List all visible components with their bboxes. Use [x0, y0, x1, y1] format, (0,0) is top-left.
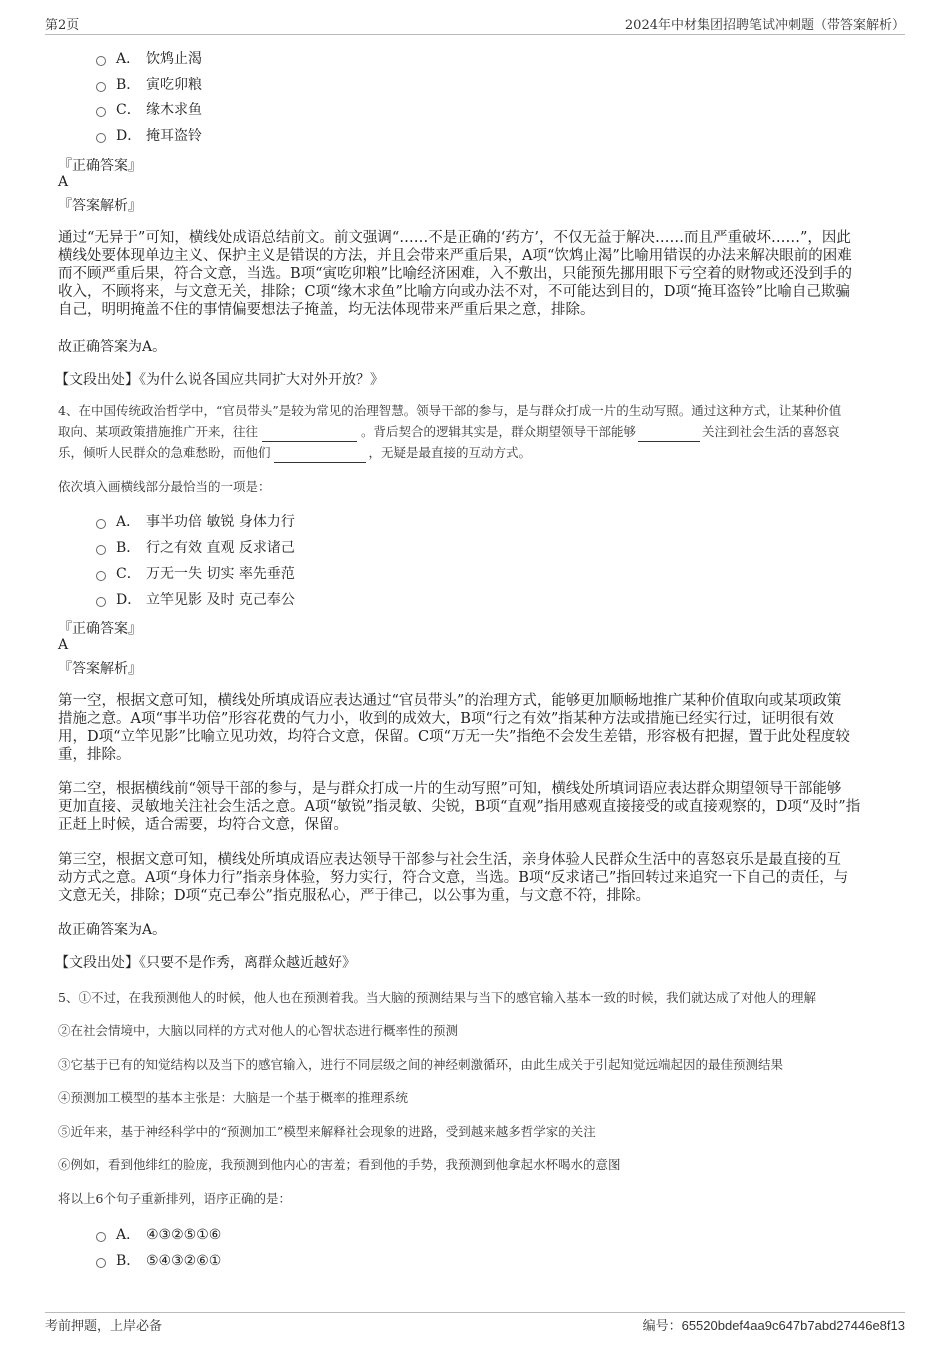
q4-conclusion: 故正确答案为A。: [58, 922, 167, 938]
page-header: [45, 14, 905, 35]
q4-option-a[interactable]: A． 事半功倍 敏锐 身体力行: [96, 511, 295, 533]
q5-sentence-2: ②在社会情境中，大脑以同样的方式对他人的心智状态进行概率性的预测: [58, 1023, 459, 1038]
radio-icon[interactable]: [96, 1232, 106, 1242]
radio-icon[interactable]: [96, 597, 106, 607]
radio-icon[interactable]: [96, 82, 106, 92]
q4-option-d[interactable]: D． 立竿见影 及时 克己奉公: [96, 589, 295, 611]
radio-icon[interactable]: [96, 545, 106, 555]
q3-analysis-label: 『答案解析』: [58, 198, 142, 214]
q3-conclusion: 故正确答案为A。: [58, 339, 167, 355]
q4-answer-label: 『正确答案』: [58, 621, 142, 637]
q3-option-c[interactable]: C． 缘木求鱼: [96, 99, 202, 121]
q4-prompt: 依次填入画横线部分最恰当的一项是：: [58, 479, 271, 494]
q3-source: 【文段出处】《为什么说各国应共同扩大对外开放？》: [55, 372, 384, 388]
footer-slogan: 考前押题，上岸必备: [45, 1319, 163, 1334]
page-footer: [45, 1312, 905, 1335]
fill-blank-2[interactable]: [638, 427, 700, 442]
q4-source: 【文段出处】《只要不是作秀，离群众越近越好》: [55, 955, 356, 971]
q5-sentence-1: 5、①不过，在我预测他人的时候，他人也在预测着我。当大脑的预测结果与当下的感官输入基本一致的时候，我们就达成了对他人的理解: [58, 990, 816, 1005]
radio-icon[interactable]: [96, 571, 106, 581]
q5-option-b[interactable]: B． ⑤④③②⑥①: [96, 1250, 221, 1272]
q5-sentence-4: ④预测加工模型的基本主张是：大脑是一个基于概率的推理系统: [58, 1090, 409, 1105]
radio-icon[interactable]: [96, 133, 106, 143]
q5-option-a[interactable]: A． ④③②⑤①⑥: [96, 1224, 221, 1246]
fill-blank-3[interactable]: [274, 448, 366, 463]
q4-stem: 4、在中国传统政治哲学中，“官员带头”是较为常见的治理智慧。领导干部的参与，是与群众打成一片的生动写照。通过这种方式，让某种价值 取向、某项政策措施推广开来，往往 。背后契合的逻辑其实是，群众期望领导干部能够 关注到社会生活的喜怒哀 乐，倾听人民群众的急难愁盼，而他们 ，无疑是最直接的互动方式。: [58, 400, 903, 463]
document-code: 编号：65520bdef4aa9c647b7abd27446e8f13: [642, 1318, 905, 1334]
q4-option-c[interactable]: C． 万无一失 切实 率先垂范: [96, 563, 295, 585]
q5-prompt: 将以上6个句子重新排列，语序正确的是：: [58, 1191, 291, 1206]
q4-option-b[interactable]: B． 行之有效 直观 反求诸己: [96, 537, 295, 559]
q5-sentence-6: ⑥例如，看到他绯红的脸庞，我预测到他内心的害羞；看到他的手势，我预测到他拿起水杯喝水的意图: [58, 1157, 621, 1172]
q4-analysis-para-2: 第二空，根据横线前“领导干部的参与，是与群众打成一片的生动写照”可知，横线处所填词语应表达群众期望领导干部能够 更加直接、灵敏地关注社会生活之意。A项“敏锐”指灵敏、尖锐，B项“直观”指用感观直接接受的或直接观察的，D项“及时”指 正赶上时候，适合需要，均符合文意，保留。: [58, 781, 861, 833]
q4-answer: A: [58, 637, 69, 653]
radio-icon[interactable]: [96, 1258, 106, 1268]
q3-answer-label: 『正确答案』: [58, 158, 142, 174]
q3-option-a[interactable]: A． 饮鸩止渴: [96, 48, 202, 70]
page-number: 第2页: [45, 18, 80, 33]
q3-analysis: 通过“无异于”可知，横线处成语总结前文。前文强调“……不是正确的‘药方’，不仅无益于解决……而且严重破坏……”，因此 横线处要体现单边主义、保护主义是错误的方法，并且会带来严重后果，A项“饮鸩止渴”比喻用错误的办法来解决眼前的困难 而不顾严重后果，符合文意，当选。B项“寅吃卯粮”比喻经济困难，入不敷出，只能预先挪用眼下亏空着的财物或还没到手的 收入，不顾将来，与文意无关，排除；C项“缘木求鱼”比喻方向或办法不对，不可能达到目的，D项“掩耳盗铃”比喻自己欺骗 自己，明明掩盖不住的事情偏要想法子掩盖，均无法体现带来严重后果之意，排除。: [58, 230, 852, 318]
radio-icon[interactable]: [96, 107, 106, 117]
document-title: 2024年中材集团招聘笔试冲刺题（带答案解析）: [624, 18, 905, 33]
q3-option-d[interactable]: D． 掩耳盗铃: [96, 125, 202, 147]
q4-analysis-para-3: 第三空，根据文意可知，横线处所填成语应表达领导干部参与社会生活，亲身体验人民群众生活中的喜怒哀乐是最直接的互 动方式之意。A项“身体力行”指亲身体验，努力实行，符合文意，当选。B项“反求诸己”指回转过来追究一下自己的责任，与 文意无关，排除；D项“克己奉公”指克服私心，严于律己，以公事为重，与文意不符，排除。: [58, 852, 849, 904]
radio-icon[interactable]: [96, 56, 106, 66]
q3-answer: A: [58, 174, 69, 190]
radio-icon[interactable]: [96, 519, 106, 529]
fill-blank-1[interactable]: [262, 427, 357, 442]
q4-analysis-para-1: 第一空，根据文意可知，横线处所填成语应表达通过“官员带头”的治理方式，能够更加顺畅地推广某种价值取向或某项政策 措施之意。A项“事半功倍”形容花费的气力小，收到的成效大，B项“行之有效”指某种方法或措施已经实行过，证明很有效 用，D项“立竿见影”比喻立见功效，均符合文意，保留。C项“万无一失”指绝不会发生差错，形容极有把握，置于此处程度较 重，排除。: [58, 693, 850, 763]
q4-analysis-label: 『答案解析』: [58, 661, 142, 677]
q5-sentence-3: ③它基于已有的知觉结构以及当下的感官输入，进行不同层级之间的神经刺激循环，由此生成关于引起知觉远端起因的最佳预测结果: [58, 1057, 784, 1072]
q3-option-b[interactable]: B． 寅吃卯粮: [96, 74, 202, 96]
q5-sentence-5: ⑤近年来，基于神经科学中的“预测加工”模型来解释社会现象的进路，受到越来越多哲学家的关注: [58, 1124, 596, 1139]
